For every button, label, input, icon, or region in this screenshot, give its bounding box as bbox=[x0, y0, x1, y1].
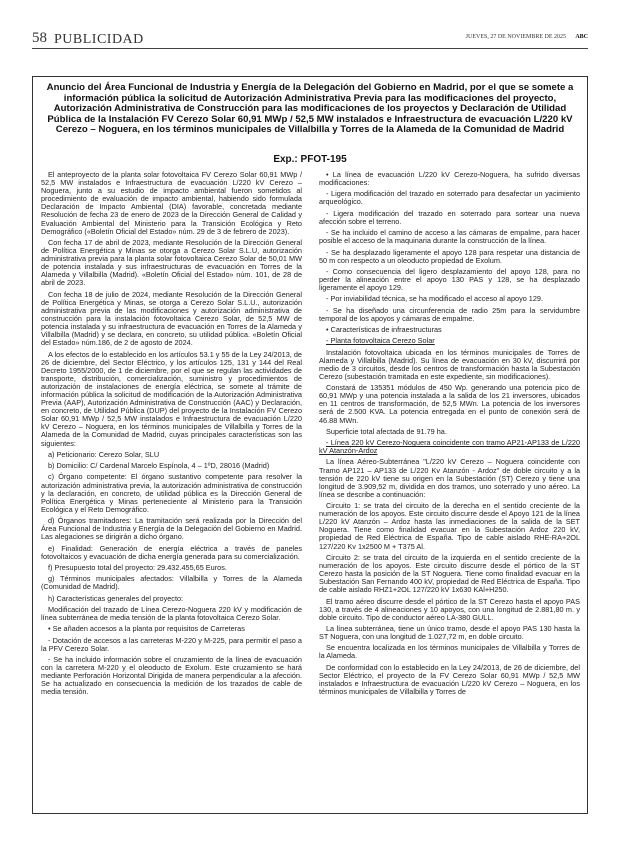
paragraph: - Por inviabilidad técnica, se ha modificado el acceso al apoyo 129. bbox=[326, 294, 544, 304]
expediente-number: Exp.: PFOT-195 bbox=[273, 154, 347, 165]
paragraph: La línea Aéreo-Subterránea "L/220 kV Cerezo – Noguera coincidente con Tramo AP121 – AP133 de L/220 Kv Atanzón - Ardoz" de doble circuito y a la tensión de 220 kV tiene su origen en la Subestación (ST) Cerezo y tiene una longitud de 3.909,52 m, dividida en dos tramos, uno soterrado y uno aéreo. La línea se describe a continuación: bbox=[319, 457, 580, 499]
newspaper-brand: ABC bbox=[575, 34, 588, 40]
paragraph: - Dotación de accesos a las carreteras M-220 y M-225, para permitir el paso a la PFV Cerezo Solar. bbox=[41, 635, 302, 653]
page-header bbox=[32, 30, 588, 48]
paragraph: Superficie total afectada de 91.79 ha. bbox=[326, 426, 447, 436]
header-rule bbox=[32, 48, 588, 49]
left-column bbox=[41, 171, 302, 700]
paragraph: El anteproyecto de la planta solar fotovoltaica FV Cerezo Solar 60,91 MWp / 52,5 MW instalados e Infraestructura de evacuación L/220 kV Cerezo – Noguera, junto a su estudio de impacto ambiental fueron sometidos al procedimiento de evaluación de impacto ambiental, habiendo sido formulada Declaración de Impacto Ambiental (DIA) favorable, concretada mediante Resolución de fecha 23 de enero de 2023 de la Dirección General de Calidad y Evaluación Ambiental del Ministerio para la Transición Ecológica y Reto Demográfico («Boletín Oficial del Estado» núm. 29 de 3 de febrero de 2023). bbox=[41, 170, 302, 236]
paragraph: • Se añaden accesos a la planta por requisitos de Carreteras bbox=[48, 624, 245, 634]
paragraph: Instalación fotovoltaica ubicada en los términos municipales de Torres de Alameda y Villalbilla (Madrid). Su línea de evacuación en 30 kV, discurrirá por medio de 3 circuitos, desde los centros de transformación hasta la Subestación Cerezo (subestación tramitada en este expediente, sin modificaciones). bbox=[319, 347, 580, 381]
paragraph: f) Presupuesto total del proyecto: 29.432.455,65 Euros. bbox=[48, 562, 227, 572]
paragraph: - Se ha incluido el camino de acceso a las cámaras de empalme, para hacer posible el acceso de la maquinaria durante la construcción de la línea. bbox=[319, 228, 580, 246]
paragraph: Constará de 135351 módulos de 450 Wp. generando una potencia pico de 60,91 MWp y una potencia instalada a la salida de los 21 inversores, ubicados en 11 centros de transformación, de 52,5 MWn. La potencia de los inversores será de 2.500 KVA. La potencia entregada en el punto de conexión será de 46.88 MWn. bbox=[319, 383, 580, 425]
paragraph: a) Peticionario: Cerezo Solar, SLU bbox=[48, 449, 160, 459]
paragraph: La línea subterránea, tiene un único tramo, desde el apoyo PAS 130 hasta la ST Noguera, con una longitud de 1.027,72 m, en doble circuito. bbox=[319, 623, 580, 642]
subheading: - Planta fotovoltaica Cerezo Solar bbox=[326, 336, 435, 346]
paragraph: c) Órgano competente: El órgano sustantivo competente para resolver la autorización administrativa previa, la autorización administrativa de construcción y la declaración, en concreto, de utilidad pública es la Dirección General de Política Energética y Minas perteneciente al Ministerio para la Transición Ecológica y el Reto Demográfico. bbox=[41, 472, 302, 514]
right-column bbox=[319, 171, 580, 699]
paragraph: • La línea de evacuación L/220 kV Cerezo-Noguera, ha sufrido diversas modificaciones: bbox=[319, 170, 580, 188]
paragraph: - Ligera modificación del trazado en soterrado para desafectar un yacimiento arqueológico. bbox=[319, 189, 580, 207]
paragraph: d) Órganos tramitadores: La tramitación será realizada por la Dirección del Área Funcional de Industria y Energía de la Delegación del Gobierno en Madrid. Las alegaciones se dirigirán a dicho órgano. bbox=[41, 516, 302, 542]
paragraph: • Características de infraestructuras bbox=[326, 325, 442, 334]
paragraph: Circuito 2: se trata del circuito de la izquierda en el sentido creciente de la numeración de los apoyos. Este circuito discurre desde el pórtico de la ST Cerezo hasta la posición de la ST Noguera. Tiene como finalidad evacuar en la Subestación San Fernando 400 kV, propiedad de Red Eléctrica de España. Tipo de cable aislado RHZ1+2OL 127/220 kV 1x630 KAl+H250. bbox=[319, 552, 580, 595]
paragraph: Con fecha 17 de abril de 2023, mediante Resolución de la Dirección General de Política Energética y Minas se otorga a Cerezo Solar S.L.U, autorización administrativa previa para la planta solar fotovoltaica Cerezo Solar de 50,01 MW de potencia instalada y sus infraestructuras de evacuación en Torres de la Alameda y Villalbilla (Madrid). «Boletín Oficial del Estado» núm. 101, de 28 de abril de 2023. bbox=[41, 237, 302, 288]
section-name: PUBLICIDAD bbox=[54, 32, 144, 47]
publication-date: JUEVES, 27 DE NOVIEMBRE DE 2025 bbox=[465, 34, 566, 40]
paragraph: e) Finalidad: Generación de energía eléctrica a través de paneles fotovoltaicos y evacuación de dicha energía generada para su comercialización. bbox=[41, 543, 302, 561]
paragraph: A los efectos de lo establecido en los artículos 53.1 y 55 de la Ley 24/2013, de 26 de diciembre, del Sector Eléctrico, y los artículos 125, 131 y 144 del Real Decreto 1955/2000, de 1 de diciembre, por el que se regulan las actividades de transporte, distribución, comercialización, suministro y procedimientos de autorización de instalaciones de energía eléctrica, se somete al trámite de información pública la solicitud de modificación de la Autorización Administrativa Previa (AAP), Autorización Administrativa de Construcción (AAC) y Declaración, en concreto, de Utilidad Pública (DUP) del proyecto de la Instalación FV Cerezo Solar 60,91 MWp / 52,5 MW instalados e Infraestructura de evacuación L/220 kV Cerezo – Noguera, en los términos municipales de Villalbilla y Torres de la Alameda de la Comunidad de Madrid, cuyas principales características son las siguientes: bbox=[41, 349, 302, 448]
paragraph: Modificación del trazado de Línea Cerezo-Noguera 220 kV y modificación de línea subterránea de media tensión de la planta fotovoltaica Cerezo Solar. bbox=[41, 604, 302, 622]
paragraph: - Ligera modificación del trazado en soterrado para sortear una nueva afección sobre el terreno. bbox=[319, 208, 580, 226]
notice-title: Anuncio del Área Funcional de Industria y Energía de la Delegación del Gobierno en Madrid, por el que se somete a información pública la solicitud de Autorización Administrativa Previa para las modificaciones del proyecto, Autorización Administrativa de Construcción para las modificaciones de los proyectos y Declaración de Utilidad Pública de la Instalación FV Cerezo Solar 60,91 MWp / 52,5 MW instalados e Infraestructura de evacuación L/220 kV Cerezo – Noguera, en los términos municipales de Villalbilla y Torres de la Alameda de la Comunidad de Madrid bbox=[46, 82, 574, 136]
paragraph: - Se ha diseñado una circunferencia de radio 25m para la servidumbre temporal de los apoyos y cámaras de empalme. bbox=[319, 305, 580, 323]
paragraph: b) Domicilio: C/ Cardenal Marcelo Espínola, 4 – 1ºD, 28016 (Madrid) bbox=[48, 461, 270, 471]
paragraph: Se encuentra localizada en los términos municipales de Villalbilla y Torres de la Alameda. bbox=[319, 643, 580, 661]
subheading: - Línea 220 kV Cerezo-Noguera coincidente con tramo AP21-AP133 de L/220 kV Atanzón-Ardoz bbox=[319, 438, 580, 456]
paragraph: - Se ha incluido información sobre el cruzamiento de la línea de evacuación con la carretera M-220 y el oleoducto de Exolum. Este cruzamiento se hará mediante Perforación Horizontal Dirigida de manera perpendicular a la afección. Se ha actualizado en consecuencia la medición de los trazados de cable de media tensión. bbox=[41, 654, 302, 697]
paragraph: h) Características generales del proyecto: bbox=[48, 593, 184, 603]
paragraph: Circuito 1: se trata del circuito de la derecha en el sentido creciente de la numeración de los apoyos. Este circuito discurre desde el Apoyo 121 de la línea L/220 kV Atanzón – Ardoz hasta las inmediaciones de la salida de la SET Noguera. Tiene como finalidad evacuar en la Subestación Ardoz 220 kV, propiedad de Red Eléctrica de España. Tipo de cable aislado RHE-RA+2OL 127/220 Kv 1x2500 M + T375 Al. bbox=[319, 501, 580, 551]
paragraph: El tramo aéreo discurre desde el pórtico de la ST Cerezo hasta el apoyo PAS 130, a través de 4 alineaciones y 10 apoyos, con una longitud de 2.881,80 m. y doble circuito. Tipo de conductor aéreo LA-380 GULL. bbox=[319, 596, 580, 622]
paragraph: Con fecha 18 de julio de 2024, mediante Resolución de la Dirección General de Política Energética y Minas, se otorga a Cerezo Solar S.L.U., autorización administrativa previa de las modificaciones y autorización administrativa de construcción para la instalación fotovoltaica Cerezo Solar, de 52,5 MW de potencia instalada y su infraestructura de evacuación en Torres de la Alameda y Villalbilla (Madrid) y se declara, en concreto, su utilidad pública. «Boletín Oficial del Estado» núm.186, de 2 de agosto de 2024. bbox=[41, 289, 302, 348]
page-number: 58 bbox=[32, 30, 47, 46]
paragraph: De conformidad con lo establecido en la Ley 24/2013, de 26 de diciembre, del Sector Eléctrico, el proyecto de la FV Cerezo Solar 60,91 MWp / 52,5 MW instalados e Infraestructura de evacuación L/220 kV Cerezo – Noguera, en los términos municipales de Villalbilla y Torres de bbox=[319, 662, 580, 696]
paragraph: - Se ha desplazado ligeramente el apoyo 128 para respetar una distancia de 50 m con respecto a un oleoducto propiedad de Exolum. bbox=[319, 247, 580, 265]
paragraph: g) Términos municipales afectados: Villalbilla y Torres de la Alameda (Comunidad de Madrid). bbox=[41, 574, 302, 592]
notice-box bbox=[32, 76, 588, 814]
paragraph: - Como consecuencia del ligero desplazamiento del apoyo 128, para no perder la alineación entre el apoyo 130 PAS y 128, se ha desplazado ligeramente el apoyo 129. bbox=[319, 266, 580, 293]
